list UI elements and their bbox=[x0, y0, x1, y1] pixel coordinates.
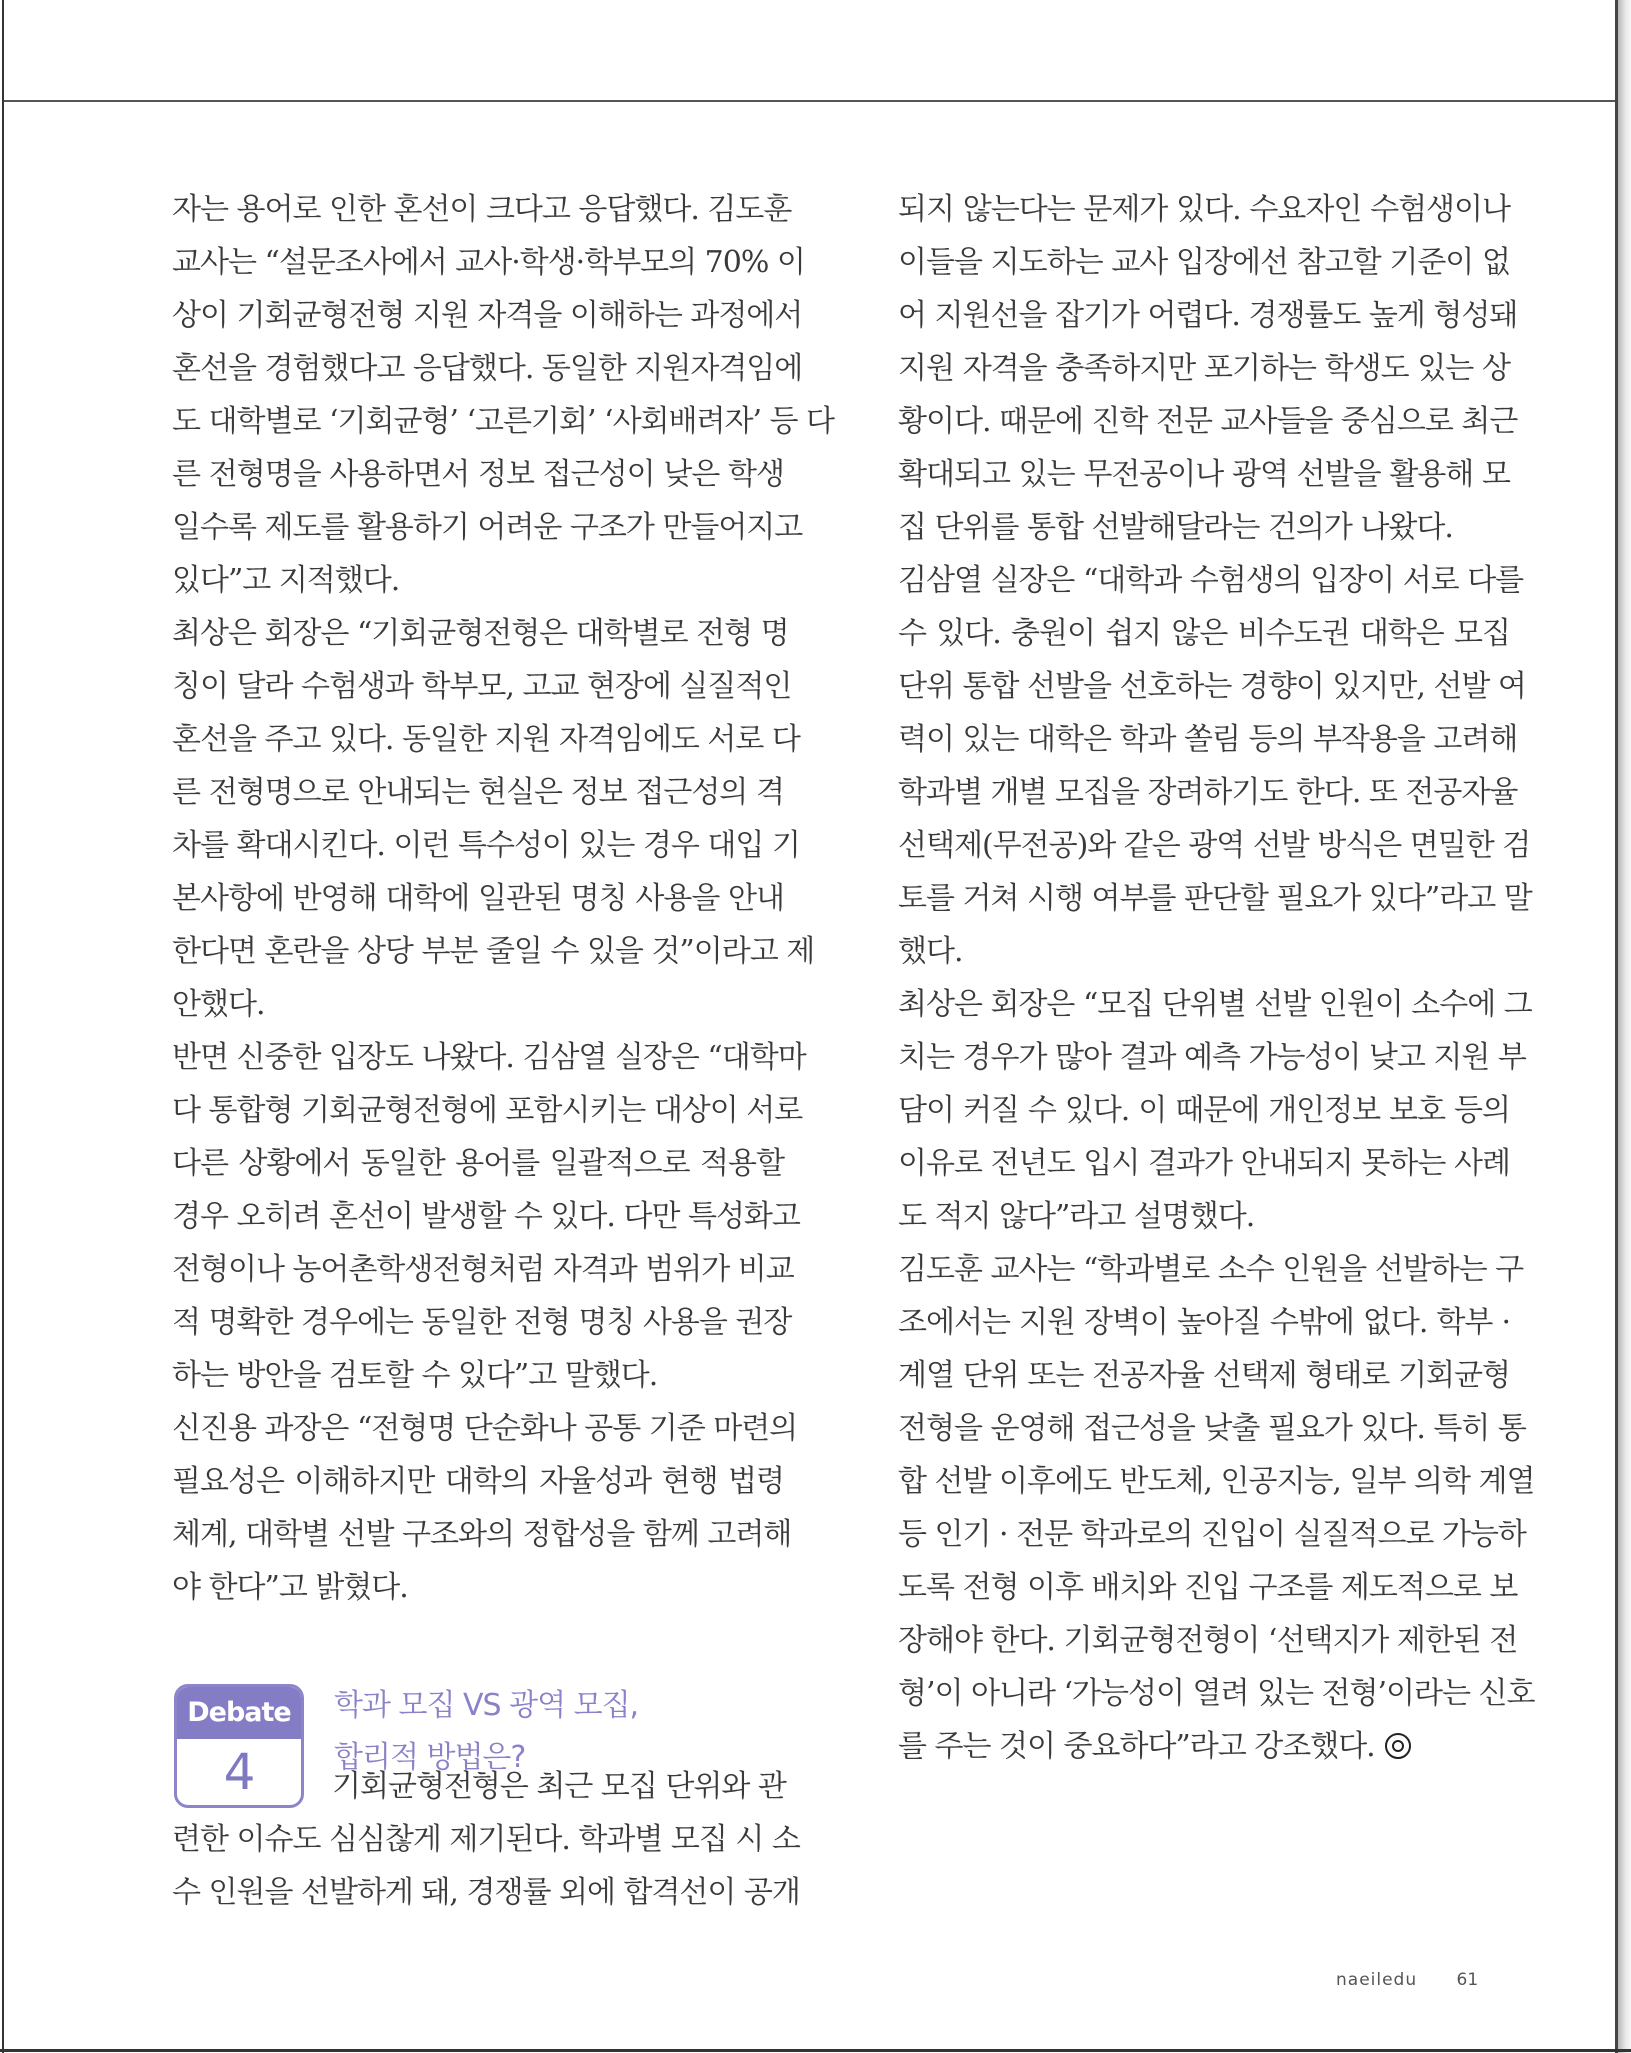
footer-brand: naeiledu bbox=[1336, 1970, 1418, 1990]
page-footer bbox=[1336, 1970, 1478, 1990]
text-line: 어 지원선을 잡기가 어렵다. 경쟁률도 높게 형성돼 bbox=[898, 298, 1518, 333]
page-border-left bbox=[2, 0, 4, 2053]
text-line: 이유로 전년도 입시 결과가 안내되지 못하는 사례 bbox=[898, 1146, 1510, 1181]
text-line: 한다면 혼란을 상당 부분 줄일 수 있을 것”이라고 제 bbox=[172, 934, 815, 969]
text-line: 다른 상황에서 동일한 용어를 일괄적으로 적용할 bbox=[172, 1146, 784, 1181]
page-edge-shadow bbox=[1618, 0, 1631, 2053]
text-line: 합 선발 이후에도 반도체, 인공지능, 일부 의학 계열 bbox=[898, 1464, 1535, 1499]
page-number: 61 bbox=[1456, 1970, 1479, 1990]
section-spacer bbox=[172, 1614, 784, 1654]
text-line: 도록 전형 이후 배치와 진입 구조를 제도적으로 보 bbox=[898, 1570, 1518, 1605]
text-line: 담이 커질 수 있다. 이 때문에 개인정보 보호 등의 bbox=[898, 1093, 1510, 1128]
article-end-icon bbox=[1385, 1733, 1411, 1759]
text-line: 수 인원을 선발하게 돼, 경쟁률 외에 합격선이 공개 bbox=[172, 1875, 800, 1910]
text-line: 전형을 운영해 접근성을 낮출 필요가 있다. 특히 통 bbox=[898, 1411, 1526, 1446]
debate-badge-label: Debate bbox=[177, 1687, 301, 1739]
text-line: 다 통합형 기회균형전형에 포함시키는 대상이 서로 bbox=[172, 1093, 803, 1128]
text-line: 필요성은 이해하지만 대학의 자율성과 현행 법령 bbox=[172, 1464, 784, 1499]
text-line: 본사항에 반영해 대학에 일관된 명칭 사용을 안내 bbox=[172, 881, 784, 916]
text-line: 야 한다”고 밝혔다. bbox=[172, 1570, 408, 1605]
text-line: 단위 통합 선발을 선호하는 경향이 있지만, 선발 여 bbox=[898, 669, 1526, 704]
text-line: 칭이 달라 수험생과 학부모, 고교 현장에 실질적인 bbox=[172, 669, 792, 704]
text-line: 련한 이슈도 심심찮게 제기된다. 학과별 모집 시 소 bbox=[172, 1822, 800, 1857]
text-line: 확대되고 있는 무전공이나 광역 선발을 활용해 모 bbox=[898, 457, 1510, 492]
text-line: 를 주는 것이 중요하다”라고 강조했다. bbox=[898, 1720, 1510, 1773]
page-border-bottom bbox=[0, 2049, 1631, 2052]
text-line: 김삼열 실장은 “대학과 수험생의 입장이 서로 다를 bbox=[898, 563, 1524, 598]
text-line: 경우 오히려 혼선이 발생할 수 있다. 다만 특성화고 bbox=[172, 1199, 800, 1234]
debate-title-line: 합리적 방법은? bbox=[334, 1740, 526, 1775]
debate-title-line: 학과 모집 VS 광역 모집, bbox=[334, 1688, 639, 1723]
text-line: 선택제(무전공)와 같은 광역 선발 방식은 면밀한 검 bbox=[898, 828, 1531, 863]
debate-title bbox=[334, 1680, 638, 1784]
text-line: 최상은 회장은 “기회균형전형은 대학별로 전형 명 bbox=[172, 616, 789, 651]
text-line: 도 대학별로 ‘기회균형’ ‘고른기회’ ‘사회배려자’ 등 다 bbox=[172, 404, 835, 439]
text-line: 혼선을 경험했다고 응답했다. 동일한 지원자격임에 bbox=[172, 351, 803, 386]
text-line: 반면 신중한 입장도 나왔다. 김삼열 실장은 “대학마 bbox=[172, 1040, 806, 1075]
text-line: 되지 않는다는 문제가 있다. 수요자인 수험생이나 bbox=[898, 192, 1510, 227]
text-line: 토를 거쳐 시행 여부를 판단할 필요가 있다”라고 말 bbox=[898, 881, 1532, 916]
left-column bbox=[172, 183, 835, 1919]
text-line: 하는 방안을 검토할 수 있다”고 말했다. bbox=[172, 1358, 658, 1393]
text-line: 김도훈 교사는 “학과별로 소수 인원을 선발하는 구 bbox=[898, 1252, 1524, 1287]
debate-badge-number: 4 bbox=[223, 1743, 255, 1801]
text-line: 지원 자격을 충족하지만 포기하는 학생도 있는 상 bbox=[898, 351, 1510, 386]
text-line: 수 있다. 충원이 쉽지 않은 비수도권 대학은 모집 bbox=[898, 616, 1510, 651]
text-line: 일수록 제도를 활용하기 어려운 구조가 만들어지고 bbox=[172, 510, 803, 545]
text-line: 상이 기회균형전형 지원 자격을 이해하는 과정에서 bbox=[172, 298, 803, 333]
text-line: 전형이나 농어촌학생전형처럼 자격과 범위가 비교 bbox=[172, 1252, 794, 1287]
text-line: 최상은 회장은 “모집 단위별 선발 인원이 소수에 그 bbox=[898, 987, 1532, 1022]
text-line: 등 인기 · 전문 학과로의 진입이 실질적으로 가능하 bbox=[898, 1517, 1526, 1552]
text-line: 교사는 “설문조사에서 교사·학생·학부모의 70% 이 bbox=[172, 245, 805, 280]
text-line: 기회균형전형은 최근 모집 단위와 관 bbox=[332, 1769, 786, 1804]
text-line: 체계, 대학별 선발 구조와의 정합성을 함께 고려해 bbox=[172, 1517, 792, 1552]
text-line: 형’이 아니라 ‘가능성이 열려 있는 전형’이라는 신호 bbox=[898, 1676, 1535, 1711]
text-line: 학과별 개별 모집을 장려하기도 한다. 또 전공자율 bbox=[898, 775, 1518, 810]
text-line: 치는 경우가 많아 결과 예측 가능성이 낮고 지원 부 bbox=[898, 1040, 1526, 1075]
text-line: 있다”고 지적했다. bbox=[172, 563, 400, 598]
header-rule bbox=[4, 100, 1615, 102]
text-line: 른 전형명을 사용하면서 정보 접근성이 낮은 학생 bbox=[172, 457, 784, 492]
text-line: 황이다. 때문에 진학 전문 교사들을 중심으로 최근 bbox=[898, 404, 1518, 439]
text-line: 집 단위를 통합 선발해달라는 건의가 나왔다. bbox=[898, 510, 1453, 545]
text-line: 안했다. bbox=[172, 987, 265, 1022]
debate-badge bbox=[174, 1684, 304, 1808]
text-line: 했다. bbox=[898, 934, 963, 969]
text-line: 계열 단위 또는 전공자율 선택제 형태로 기회균형 bbox=[898, 1358, 1510, 1393]
text-line: 자는 용어로 인한 혼선이 크다고 응답했다. 김도훈 bbox=[172, 192, 792, 227]
text-line: 조에서는 지원 장벽이 높아질 수밖에 없다. 학부 · bbox=[898, 1305, 1510, 1340]
right-column bbox=[898, 183, 1535, 1773]
text-line: 이들을 지도하는 교사 입장에선 참고할 기준이 없 bbox=[898, 245, 1510, 280]
text-line: 른 전형명으로 안내되는 현실은 정보 접근성의 격 bbox=[172, 775, 784, 810]
text-line: 도 적지 않다”라고 설명했다. bbox=[898, 1199, 1255, 1234]
text-line: 적 명확한 경우에는 동일한 전형 명칭 사용을 권장 bbox=[172, 1305, 792, 1340]
text-line: 혼선을 주고 있다. 동일한 지원 자격임에도 서로 다 bbox=[172, 722, 800, 757]
text-line: 신진용 과장은 “전형명 단순화나 공통 기준 마련의 bbox=[172, 1411, 798, 1446]
text-line: 차를 확대시킨다. 이런 특수성이 있는 경우 대입 기 bbox=[172, 828, 800, 863]
text-line: 장해야 한다. 기회균형전형이 ‘선택지가 제한된 전 bbox=[898, 1623, 1518, 1658]
page-border-right bbox=[1615, 0, 1618, 2053]
text-line: 력이 있는 대학은 학과 쏠림 등의 부작용을 고려해 bbox=[898, 722, 1518, 757]
